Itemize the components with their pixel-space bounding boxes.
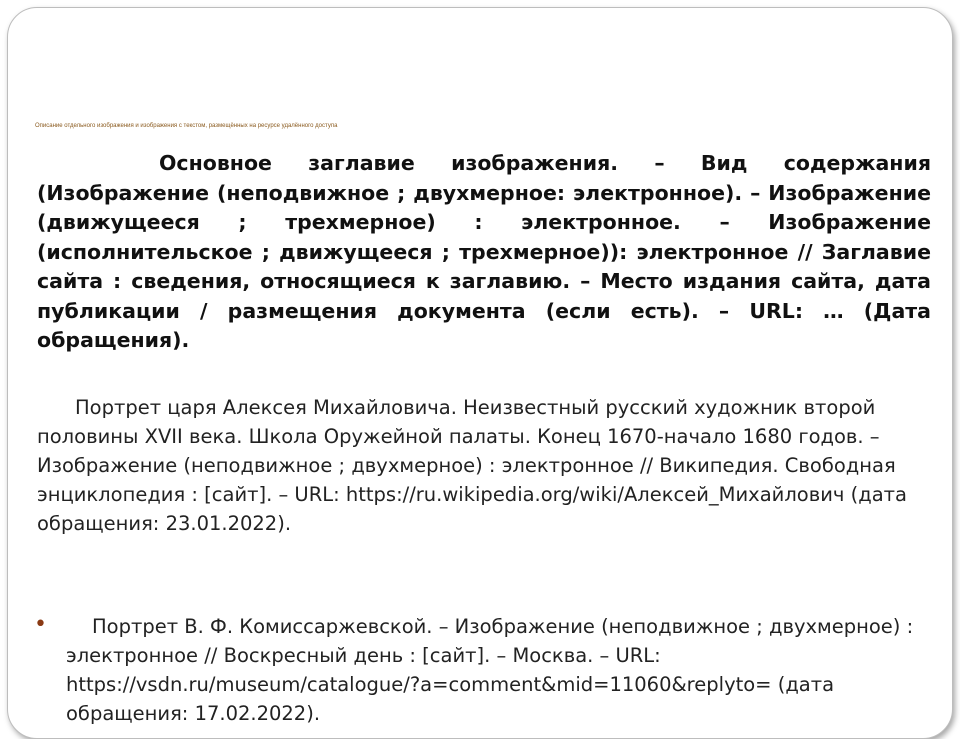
template-text: Основное заглавие изображения. – Вид содержания (Изображение (неподвижное ; двухмерное: электронное). – Изображение (движущееся ; трехмерное) : электронное. – Изображение (исполнительское ; движущееся ; трехмерное)): электронное // Заглавие сайта : сведения, относящиеся к заглавию. – Место издания сайта, дата публикации / размещения документа (если есть). – URL: … (Дата обращения).	[37, 151, 931, 352]
description-template	[37, 149, 931, 356]
example-entry-1	[37, 393, 917, 538]
example-entry-2	[66, 612, 916, 728]
bullet-icon: •	[34, 612, 47, 637]
example-1-text: Портрет царя Алексея Михайловича. Неизвестный русский художник второй половины XVII века. Школа Оружейной палаты. Конец 1670-начало 1680 годов. – Изображение (неподвижное ; двухмерное) : электронное // Википедия. Свободная энциклопедия : [сайт]. – URL: https://ru.wikipedia.org/wiki/Алексей_Михайлович (дата обращения: 23.01.2022).	[37, 396, 907, 535]
slide-title: Описание отдельного изображения и изображения с текстом, размещённых на ресурсе удалённого доступа	[35, 123, 338, 129]
example-2-text: Портрет В. Ф. Комиссаржевской. – Изображение (неподвижное ; двухмерное) : электронное // Воскресный день : [сайт]. – Москва. – URL: https://vsdn.ru/museum/catalogue/?a=comment&mid=11060&replyto= (дата обращения: 17.02.2022).	[66, 615, 914, 725]
